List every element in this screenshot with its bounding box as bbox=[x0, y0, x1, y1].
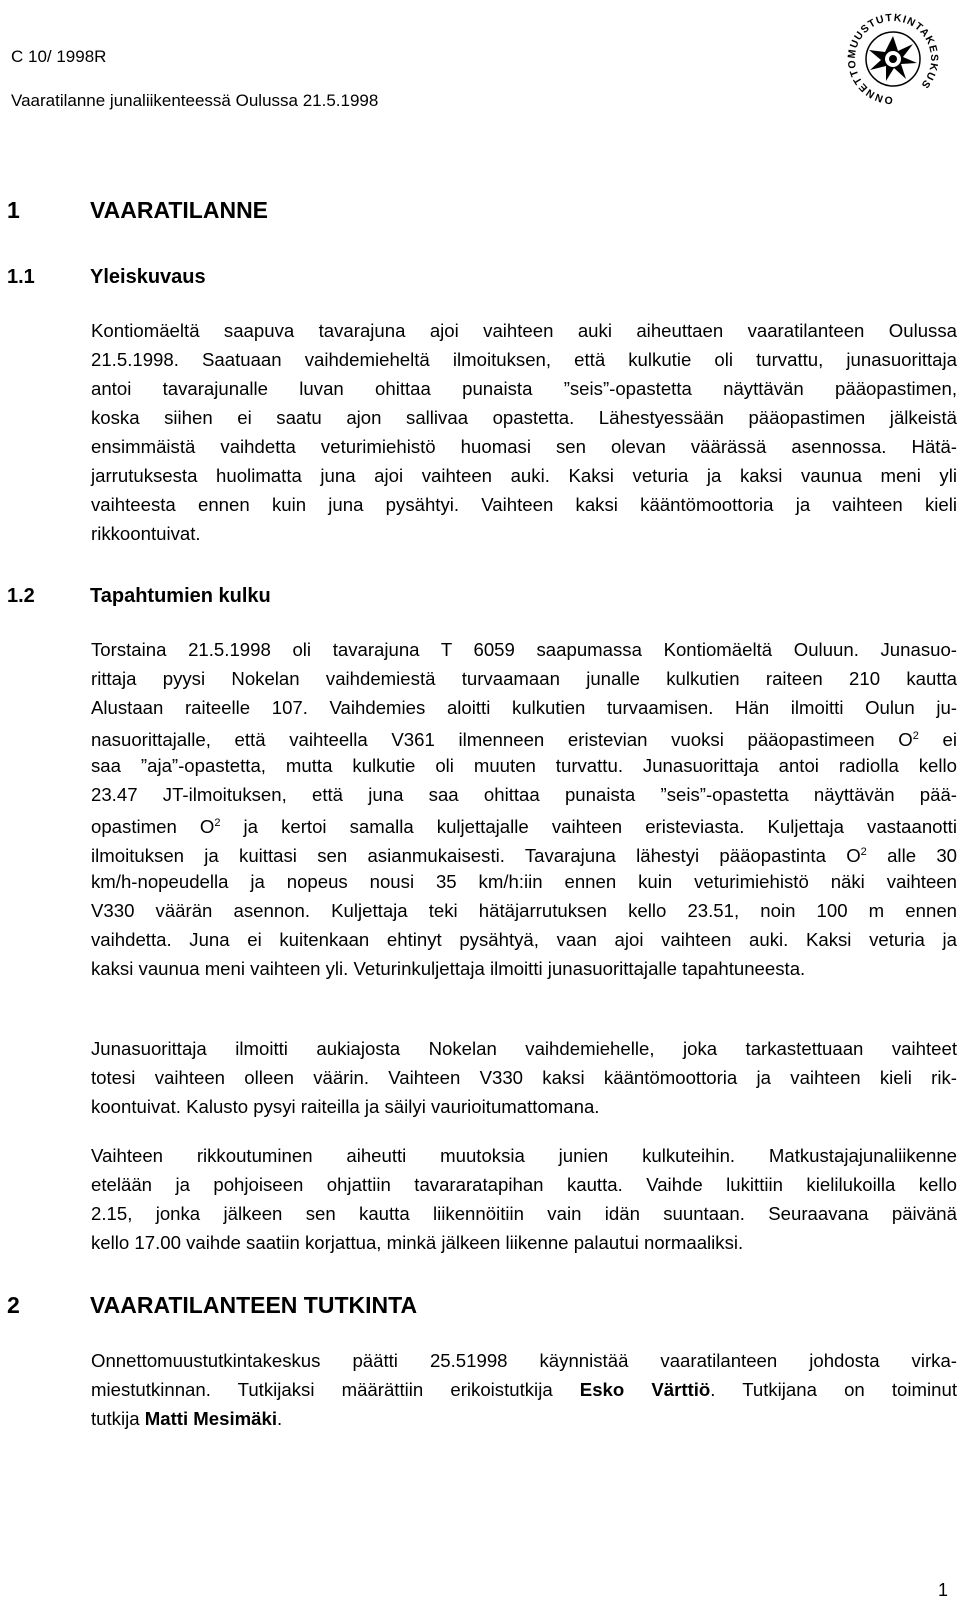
page-number: 1 bbox=[938, 1580, 949, 1600]
text-line bbox=[91, 838, 957, 867]
text-fragment: miestutkinnan. Tutkijaksi määrättiin erikoistutkija bbox=[91, 1379, 553, 1400]
document-id: C 10/ 1998R bbox=[11, 47, 107, 66]
svg-text:ONNETTOMUUSTUTKINTAKESKUS: ONNETTOMUUSTUTKINTAKESKUS bbox=[845, 11, 941, 107]
text-line: Kontiomäeltä saapuva tavarajuna ajoi vaihteen auki aiheuttaen vaaratilanteen Oulussa bbox=[91, 320, 957, 341]
text-line: vaihteesta ennen kuin juna pysähtyi. Vaihteen kaksi kääntömoottoria ja vaihteen kieli bbox=[91, 494, 957, 515]
section-title: VAARATILANTEEN TUTKINTA bbox=[90, 1292, 418, 1318]
section-number: 2 bbox=[7, 1292, 20, 1318]
text-line: jarrutuksesta huolimatta juna ajoi vaihteen auki. Kaksi veturia ja kaksi vaunua meni yli bbox=[91, 465, 957, 486]
events-paragraph-3 bbox=[91, 1141, 957, 1257]
subsection-number: 1.1 bbox=[7, 266, 35, 288]
text-fragment: nasuorittajalle, että vaihteella V361 ilmenneen eristevian vuoksi pääopastimeen O bbox=[91, 729, 913, 751]
subsection-title: Tapahtumien kulku bbox=[90, 585, 271, 607]
text-line: 2.15, jonka jälkeen sen kautta liikennöitiin vain idän suuntaan. Seuraavana päivänä bbox=[91, 1203, 957, 1224]
text-line: rittaja pyysi Nokelan vaihdemiestä turvaamaan junalle kulkutien raiteen 210 kautta bbox=[91, 668, 957, 689]
text-line: kaksi vaunua meni vaihteen yli. Veturinkuljettaja ilmoitti junasuorittajalle tapahtuneesta. bbox=[91, 958, 806, 979]
text-fragment: opastimen O bbox=[91, 816, 215, 838]
text-line: Junasuorittaja ilmoitti aukiajosta Nokelan vaihdemiehelle, joka tarkastettuaan vaihteet bbox=[91, 1038, 957, 1059]
text-line bbox=[91, 1404, 957, 1433]
text-line: 21.5.1998. Saatuaan vaihdemieheltä ilmoituksen, että kulkutie oli turvattu, junasuorittaja bbox=[91, 349, 957, 370]
text-line: Alustaan raiteelle 107. Vaihdemies aloitti kulkutien turvaamisen. Hän ilmoitti Oulun ju- bbox=[91, 697, 957, 718]
events-paragraph-2 bbox=[91, 1034, 957, 1121]
subsection-1-1-heading bbox=[7, 266, 206, 289]
text-line: saa ”aja”-opastetta, mutta kulkutie oli muuten turvattu. Junasuorittaja antoi radiolla kello bbox=[91, 755, 957, 776]
subsection-number: 1.2 bbox=[7, 585, 35, 607]
text-line bbox=[91, 809, 957, 838]
overview-paragraph bbox=[91, 316, 957, 548]
section-1-heading bbox=[7, 197, 268, 224]
text-fragment: ei bbox=[942, 729, 957, 751]
text-fragment: ilmoituksen ja kuittasi sen asianmukaisesti. Tavarajuna lähestyi pääopastinta O bbox=[91, 845, 861, 867]
text-line: koontuivat. Kalusto pysyi raiteilla ja säilyi vaurioitumattomana. bbox=[91, 1096, 600, 1117]
text-line: totesi vaihteen olleen väärin. Vaihteen V330 kaksi kääntömoottoria ja vaihteen kieli rik- bbox=[91, 1067, 957, 1088]
section-2-heading bbox=[7, 1292, 417, 1319]
text-line bbox=[91, 722, 957, 751]
text-line: 23.47 JT-ilmoituksen, että juna saa ohittaa punaista ”seis”-opastetta näyttävän pää- bbox=[91, 784, 957, 805]
text-fragment: alle 30 bbox=[887, 845, 958, 867]
text-line bbox=[91, 1375, 957, 1404]
events-paragraph-1 bbox=[91, 635, 957, 983]
investigation-paragraph bbox=[91, 1346, 957, 1433]
subsection-title: Yleiskuvaus bbox=[90, 266, 206, 288]
text-line: Vaihteen rikkoutuminen aiheutti muutoksia junien kulkuteihin. Matkustajajunaliikenne bbox=[91, 1145, 957, 1166]
ontk-seal-logo bbox=[838, 6, 948, 112]
superscript: 2 bbox=[912, 730, 919, 742]
section-title: VAARATILANNE bbox=[90, 197, 269, 223]
text-fragment: . bbox=[277, 1408, 283, 1429]
text-line: rikkoontuivat. bbox=[91, 523, 201, 544]
text-line: vaihdetta. Juna ei kuitenkaan ehtinyt pysähtyä, vaan ajoi vaihteen auki. Kaksi veturia ja bbox=[91, 929, 957, 950]
text-fragment: . Tutkijana on toiminut bbox=[710, 1379, 957, 1400]
document-subtitle: Vaaratilanne junaliikenteessä Oulussa 21.5.1998 bbox=[11, 91, 379, 110]
text-line: etelään ja pohjoiseen ohjattiin tavararatapihan kautta. Vaihde lukittiin kielilukoilla kello bbox=[91, 1174, 957, 1195]
investigator-name: Esko Värttiö bbox=[579, 1379, 711, 1400]
superscript: 2 bbox=[214, 817, 221, 829]
text-line: ensimmäistä vaihdetta veturimiehistö huomasi sen olevan väärässä asennossa. Hätä- bbox=[91, 436, 957, 457]
section-number: 1 bbox=[7, 197, 20, 223]
text-line: kello 17.00 vaihde saatiin korjattua, minkä jälkeen liikenne palautui normaaliksi. bbox=[91, 1232, 744, 1253]
text-line: Onnettomuustutkintakeskus päätti 25.51998 käynnistää vaaratilanteen johdosta virka- bbox=[91, 1350, 957, 1371]
text-line: koska siihen ei saatu ajon sallivaa opastetta. Lähestyessään pääopastimen jälkeistä bbox=[91, 407, 957, 428]
text-line: Torstaina 21.5.1998 oli tavarajuna T 6059 saapumassa Kontiomäeltä Ouluun. Junasuo- bbox=[91, 639, 957, 660]
text-line: km/h-nopeudella ja nopeus nousi 35 km/h:iin ennen kuin veturimiehistö näki vaihteen bbox=[91, 871, 957, 892]
text-fragment: ja kertoi samalla kuljettajalle vaihteen eristeviasta. Kuljettaja vastaanotti bbox=[243, 816, 957, 838]
text-line: antoi tavarajunalle luvan ohittaa punaista ”seis”-opastetta näyttävän pääopastimen, bbox=[91, 378, 957, 399]
text-line: V330 väärän asennon. Kuljettaja teki hätäjarrutuksen kello 23.51, noin 100 m ennen bbox=[91, 900, 957, 921]
text-fragment: tutkija bbox=[91, 1408, 140, 1429]
investigator-name: Matti Mesimäki bbox=[144, 1408, 278, 1429]
subsection-1-2-heading bbox=[7, 585, 271, 608]
superscript: 2 bbox=[860, 846, 867, 858]
